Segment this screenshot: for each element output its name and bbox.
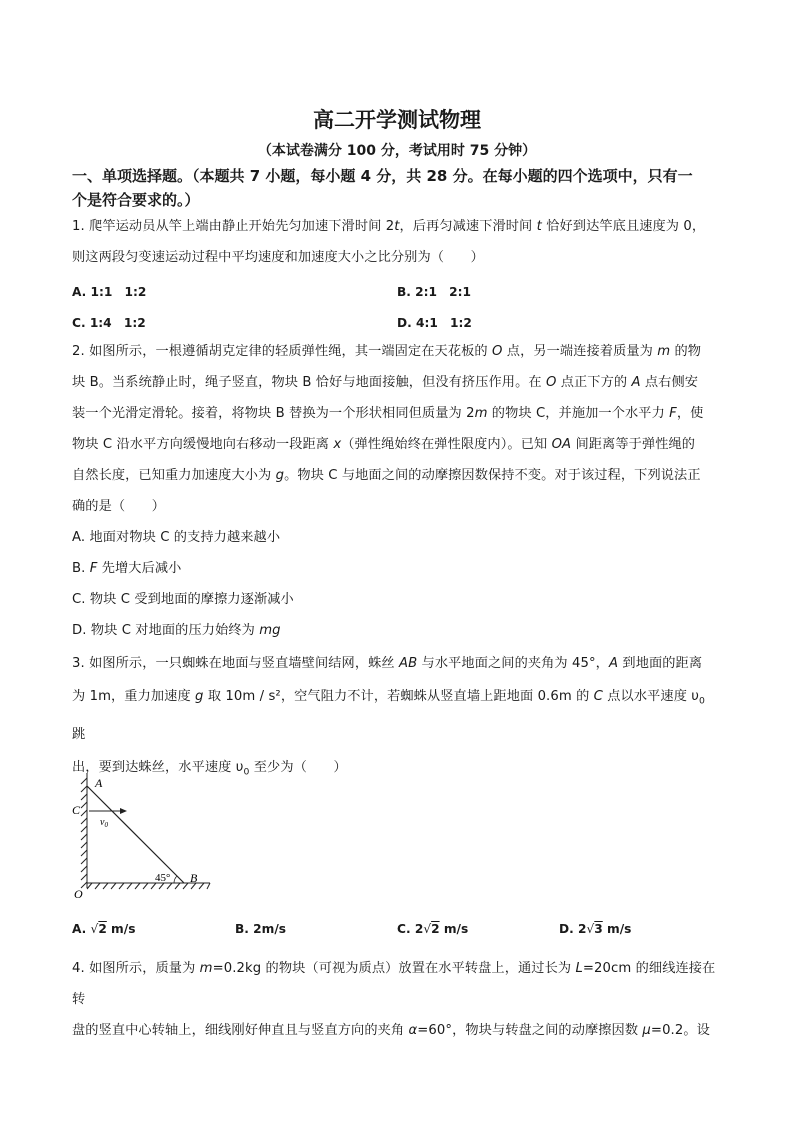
- q3-option-d: D. 2√3 m/s: [559, 922, 632, 936]
- question-1-line1: 1. 爬竿运动员从竿上端由静止开始先匀加速下滑时间 2t，后再匀减速下滑时间 t 恰好到达竿底且速度为 0，: [72, 219, 706, 234]
- question-4-line2: 盘的竖直中心转轴上，细线刚好伸直且与竖直方向的夹角 α=60°，物块与转盘之间的动摩擦因数 μ=0.2。设: [72, 1023, 710, 1038]
- question-2-line1: 2. 如图所示，一根遵循胡克定律的轻质弹性绳，其一端固定在天花板的 O 点，另一端连接着质量为 m 的物: [72, 344, 702, 359]
- question-3-line1: 3. 如图所示，一只蜘蛛在地面与竖直墙壁间结网，蛛丝 AB 与水平地面之间的夹角为 45°，A 到地面的距离: [72, 656, 703, 671]
- label-a: A: [95, 776, 103, 790]
- q2-option-c: C. 物块 C 受到地面的摩擦力逐渐减小: [72, 592, 294, 607]
- question-1: [72, 211, 722, 273]
- angle-arc: [174, 876, 177, 883]
- question-2: [72, 336, 722, 646]
- question-2-line5: 自然长度，已知重力加速度大小为 g。物块 C 与地面之间的动摩擦因数保持不变。对于该过程，下列说法正: [72, 468, 701, 483]
- label-angle: 45°: [155, 872, 171, 884]
- question-4-line1: 4. 如图所示，质量为 m=0.2kg 的物块（可视为质点）放置在水平转盘上，通过长为 L=20cm 的细线连接在转: [72, 961, 716, 1007]
- question-1-line2: 则这两段匀变速运动过程中平均速度和加速度大小之比分别为（ ）: [72, 250, 484, 265]
- section-heading-line2: 个是符合要求的。）: [72, 191, 200, 209]
- q3-option-b: B. 2m/s: [235, 922, 287, 936]
- q2-option-b: B. F 先增大后减小: [72, 561, 182, 576]
- q2-option-a: A. 地面对物块 C 的支持力越来越小: [72, 530, 281, 545]
- wall-hatching: [81, 773, 87, 888]
- question-2-line2: 块 B。当系统静止时，绳子竖直，物块 B 恰好与地面接触，但没有挤压作用。在 O 点正下方的 A 点右侧安: [72, 375, 699, 390]
- question-3-line3: 出，要到达蛛丝，水平速度 $\upsilon_0$ 至少为（ ）: [72, 759, 347, 778]
- page-title: 高二开学测试物理: [313, 107, 481, 132]
- spider-web-figure: [70, 770, 220, 900]
- q3-option-c: C. 2√2 m/s: [397, 922, 469, 936]
- page-subtitle: （本试卷满分 100 分，考试用时 75 分钟）: [257, 143, 537, 159]
- question-2-line6: 确的是（ ）: [72, 499, 166, 514]
- label-c: C: [72, 803, 81, 817]
- label-v0: $v_0$: [100, 817, 108, 829]
- label-o: O: [74, 887, 83, 900]
- label-b: B: [190, 871, 198, 885]
- question-4: [72, 953, 722, 1046]
- question-3-line2: 为 1m，重力加速度 g 取 10m / s²，空气阻力不计，若蜘蛛从竖直墙上距地面 0.6m 的 C 点以水平速度 $\upsilon_0$ 跳: [72, 689, 705, 742]
- question-2-line4: 物块 C 沿水平方向缓慢地向右移动一段距离 x（弹性绳始终在弹性限度内）。已知 OA 间距离等于弹性绳的: [72, 437, 696, 452]
- section-heading-line1: 一、单项选择题。（本题共 7 小题，每小题 4 分，共 28 分。在每小题的四个选项中，只有一: [72, 167, 693, 185]
- q1-option-a: A. 1:1 1:2: [72, 285, 147, 299]
- q3-option-a: A. √2 m/s: [72, 922, 136, 936]
- section-heading: [72, 164, 722, 212]
- q1-option-d: D. 4:1 1:2: [397, 316, 472, 330]
- q1-option-c: C. 1:4 1:2: [72, 316, 146, 330]
- silk-line-ab: [87, 786, 184, 883]
- question-3: [72, 647, 722, 788]
- velocity-arrowhead: [120, 808, 127, 814]
- q1-option-b: B. 2:1 2:1: [397, 285, 472, 299]
- q2-option-d: D. 物块 C 对地面的压力始终为 mg: [72, 623, 281, 638]
- question-2-line3: 装一个光滑定滑轮。接着，将物块 B 替换为一个形状相同但质量为 2m 的物块 C，并施加一个水平力 F，使: [72, 406, 704, 421]
